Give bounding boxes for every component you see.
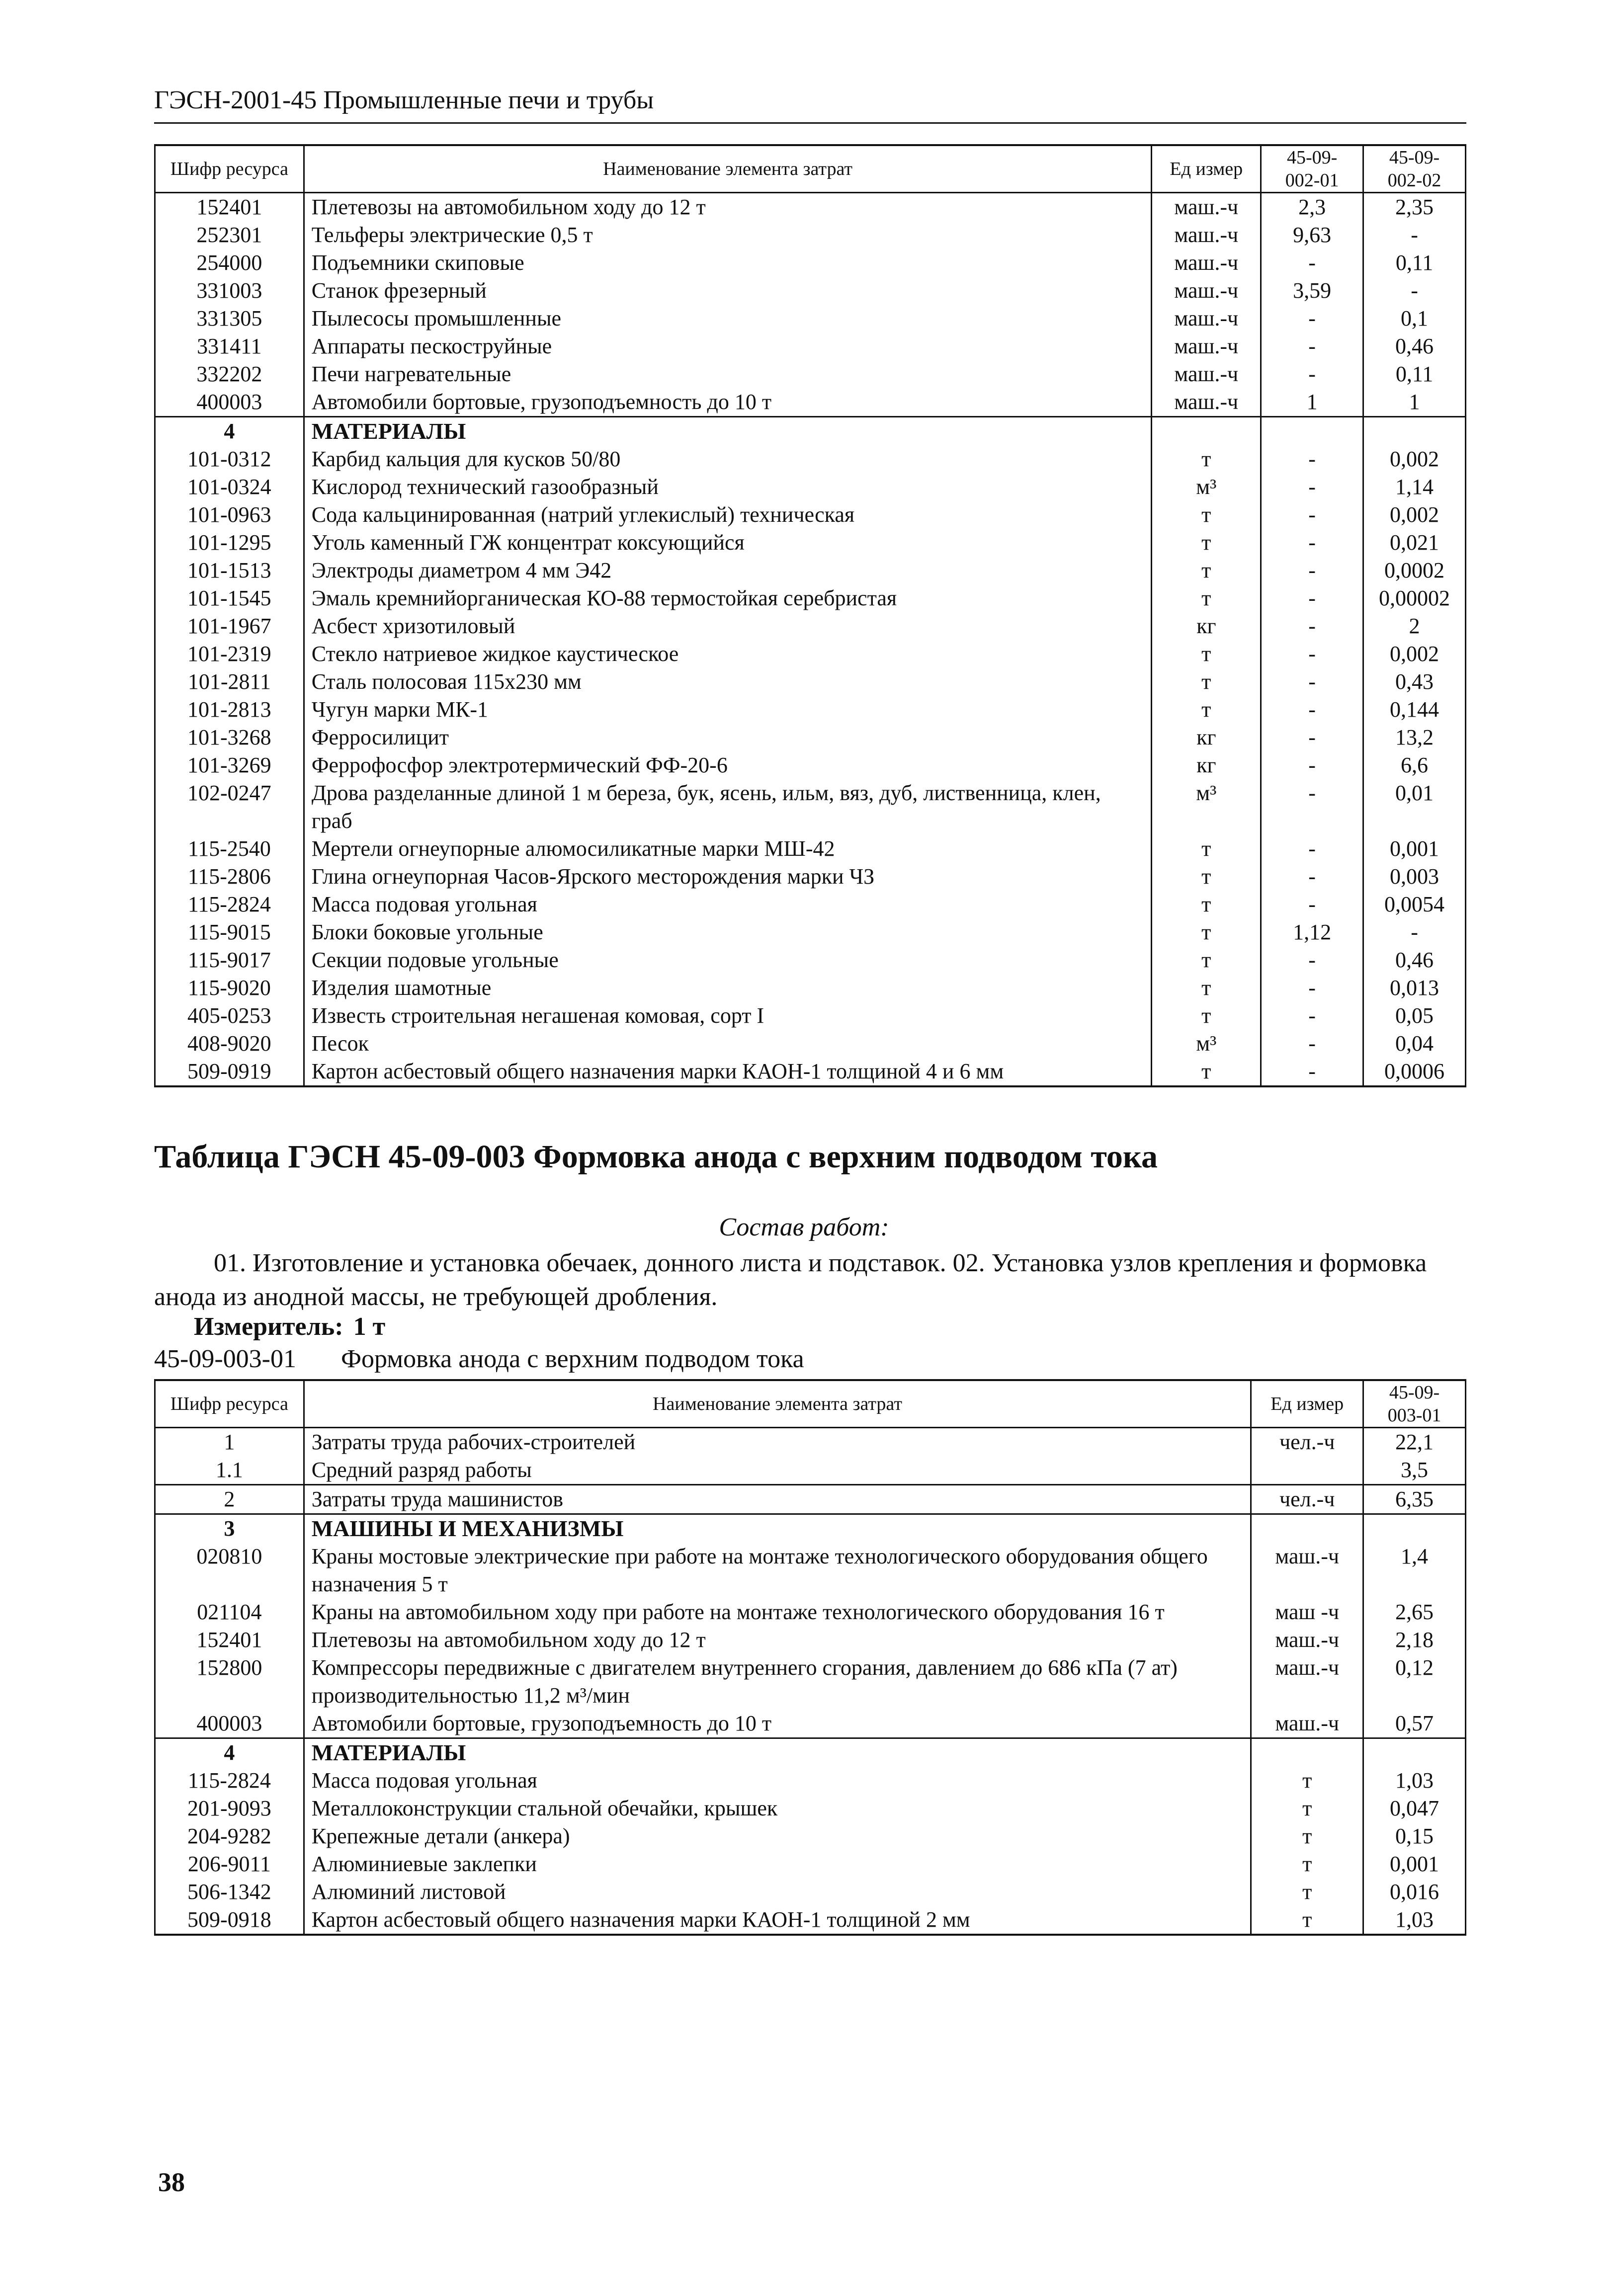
cell-name: Печи нагревательные xyxy=(304,360,1152,388)
cell-v1: - xyxy=(1261,360,1363,388)
col-header-unit: Ед измер xyxy=(1251,1380,1363,1428)
item-code: 45-09-003-01 xyxy=(154,1345,296,1373)
col-header-unit: Ед измер xyxy=(1152,145,1261,193)
cell-name: Изделия шамотные xyxy=(304,974,1152,1002)
table-row xyxy=(155,863,1466,891)
cell-unit: т xyxy=(1152,863,1261,891)
col-header-code: Шифр ресурса xyxy=(155,145,304,193)
cell-unit: маш.-ч xyxy=(1251,1543,1363,1598)
cell-unit: т xyxy=(1251,1795,1363,1822)
table-row xyxy=(155,1878,1466,1906)
cell-name: Известь строительная негашеная комовая, сорт I xyxy=(304,1002,1152,1030)
cell-code: 101-3268 xyxy=(155,724,304,751)
table-row xyxy=(155,1543,1466,1598)
cell-v1: - xyxy=(1261,1002,1363,1030)
cell-code: 115-9015 xyxy=(155,918,304,946)
running-header: ГЭСН-2001-45 Промышленные печи и трубы xyxy=(154,83,1466,124)
table-row xyxy=(155,1514,1466,1543)
table-row xyxy=(155,751,1466,779)
cell-name: Масса подовая угольная xyxy=(304,891,1152,918)
cell-code: 509-0918 xyxy=(155,1906,304,1935)
cell-name: Тельферы электрические 0,5 т xyxy=(304,221,1152,249)
table-row xyxy=(155,1598,1466,1626)
cell-unit: т xyxy=(1152,974,1261,1002)
cell-v2: 2 xyxy=(1363,612,1466,640)
col-header-norm-1: 45-09- 003-01 xyxy=(1363,1380,1466,1428)
table-row xyxy=(155,974,1466,1002)
cell-v1: 2,18 xyxy=(1363,1626,1466,1654)
cell-v1: 3,5 xyxy=(1363,1456,1466,1485)
cell-unit: т xyxy=(1152,1058,1261,1086)
col-header-code: Шифр ресурса xyxy=(155,1380,304,1428)
cell-v1: 0,047 xyxy=(1363,1795,1466,1822)
cell-code: 101-2319 xyxy=(155,640,304,668)
cell-name: Секции подовые угольные xyxy=(304,946,1152,974)
table-row xyxy=(155,1850,1466,1878)
cell-v1: - xyxy=(1261,1058,1363,1086)
cell-code: 2 xyxy=(155,1485,304,1514)
cell-v2: 13,2 xyxy=(1363,724,1466,751)
cell-unit: маш.-ч xyxy=(1152,388,1261,417)
cell-v1: - xyxy=(1261,724,1363,751)
cell-name: Феррофосфор электротермический ФФ-20-6 xyxy=(304,751,1152,779)
cell-v1: 6,35 xyxy=(1363,1485,1466,1514)
table-row xyxy=(155,612,1466,640)
cell-name: Компрессоры передвижные с двигателем внутреннего сгорания, давлением до 686 кПа (7 ат) производительностью 11,2 м³/мин xyxy=(304,1654,1251,1710)
cell-name: Сода кальцинированная (натрий углекислый) техническая xyxy=(304,501,1152,529)
cell-name: Карбид кальция для кусков 50/80 xyxy=(304,445,1152,473)
cell-code: 331305 xyxy=(155,305,304,332)
cell-name: Алюминиевые заклепки xyxy=(304,1850,1251,1878)
cell-unit xyxy=(1152,417,1261,446)
cell-name: Затраты труда рабочих-строителей xyxy=(304,1428,1251,1457)
cell-name: Эмаль кремнийорганическая КО-88 термостойкая серебристая xyxy=(304,584,1152,612)
cell-name: Крепежные детали (анкера) xyxy=(304,1822,1251,1850)
cell-name: Блоки боковые угольные xyxy=(304,918,1152,946)
table-row xyxy=(155,388,1466,417)
cell-unit: т xyxy=(1152,696,1261,724)
cell-v1: - xyxy=(1261,640,1363,668)
table-row xyxy=(155,277,1466,305)
cell-v2: 0,001 xyxy=(1363,835,1466,863)
cell-v1: - xyxy=(1261,751,1363,779)
table-row xyxy=(155,1654,1466,1710)
cell-v2: 0,002 xyxy=(1363,640,1466,668)
cell-unit: кг xyxy=(1152,612,1261,640)
cell-v2: - xyxy=(1363,277,1466,305)
cell-v1: 0,12 xyxy=(1363,1654,1466,1710)
cell-v1: - xyxy=(1261,473,1363,501)
cell-v2: 0,003 xyxy=(1363,863,1466,891)
cell-name: Металлоконструкции стальной обечайки, крышек xyxy=(304,1795,1251,1822)
cell-code: 204-9282 xyxy=(155,1822,304,1850)
cell-name: Асбест хризотиловый xyxy=(304,612,1152,640)
table-row xyxy=(155,1002,1466,1030)
table-row xyxy=(155,1456,1466,1485)
cell-v2: 0,11 xyxy=(1363,360,1466,388)
cell-v1: - xyxy=(1261,1030,1363,1058)
cell-unit: т xyxy=(1152,668,1261,696)
item-heading xyxy=(154,1344,804,1374)
cell-unit: т xyxy=(1152,584,1261,612)
cell-v1: - xyxy=(1261,612,1363,640)
composition-label: Состав работ: xyxy=(719,1213,889,1241)
cell-name: МАШИНЫ И МЕХАНИЗМЫ xyxy=(304,1514,1251,1543)
cell-v2: 0,01 xyxy=(1363,779,1466,835)
cell-code: 332202 xyxy=(155,360,304,388)
cell-unit: т xyxy=(1152,891,1261,918)
cell-code: 101-0963 xyxy=(155,501,304,529)
cell-unit: т xyxy=(1251,1878,1363,1906)
cell-v1 xyxy=(1363,1738,1466,1767)
cell-unit: м³ xyxy=(1152,1030,1261,1058)
cell-v1: - xyxy=(1261,557,1363,584)
table-row xyxy=(155,724,1466,751)
cell-v2: 0,05 xyxy=(1363,1002,1466,1030)
composition-text: 01. Изготовление и установка обечаек, донного листа и подставок. 02. Установка узлов крепления и формовка анода из анодной массы, не требующей дробления. xyxy=(154,1249,1427,1311)
cell-unit: т xyxy=(1251,1767,1363,1795)
cell-code: 101-2813 xyxy=(155,696,304,724)
cell-v1: 1,4 xyxy=(1363,1543,1466,1598)
cell-v1: - xyxy=(1261,529,1363,557)
cell-code: 021104 xyxy=(155,1598,304,1626)
table-row xyxy=(155,529,1466,557)
cell-code: 1.1 xyxy=(155,1456,304,1485)
cell-code: 115-2824 xyxy=(155,1767,304,1795)
cell-code: 152800 xyxy=(155,1654,304,1710)
table-row xyxy=(155,332,1466,360)
table-row xyxy=(155,779,1466,835)
cell-unit: т xyxy=(1251,1906,1363,1935)
cell-v2: 0,013 xyxy=(1363,974,1466,1002)
cell-unit: маш.-ч xyxy=(1152,305,1261,332)
cell-v1: 9,63 xyxy=(1261,221,1363,249)
cell-v1: - xyxy=(1261,668,1363,696)
table-row xyxy=(155,417,1466,446)
cell-code: 101-3269 xyxy=(155,751,304,779)
resource-table-45-09-003 xyxy=(154,1379,1466,1936)
cell-code: 400003 xyxy=(155,388,304,417)
cell-name: Средний разряд работы xyxy=(304,1456,1251,1485)
cell-name: Автомобили бортовые, грузоподъемность до 10 т xyxy=(304,1710,1251,1738)
cell-v2: 6,6 xyxy=(1363,751,1466,779)
cell-unit: м³ xyxy=(1152,779,1261,835)
cell-v1: - xyxy=(1261,696,1363,724)
cell-name: Аппараты пескоструйные xyxy=(304,332,1152,360)
cell-unit xyxy=(1251,1738,1363,1767)
cell-code: 4 xyxy=(155,417,304,446)
table-row xyxy=(155,1795,1466,1822)
cell-code: 252301 xyxy=(155,221,304,249)
cell-code: 3 xyxy=(155,1514,304,1543)
cell-name: Стекло натриевое жидкое каустическое xyxy=(304,640,1152,668)
cell-v2: 1 xyxy=(1363,388,1466,417)
cell-name: Ферросилицит xyxy=(304,724,1152,751)
measure-label: Измеритель: xyxy=(194,1312,343,1341)
cell-code: 115-2806 xyxy=(155,863,304,891)
cell-unit: маш.-ч xyxy=(1152,249,1261,277)
table-row xyxy=(155,1626,1466,1654)
cell-code: 408-9020 xyxy=(155,1030,304,1058)
cell-v1: - xyxy=(1261,305,1363,332)
cell-v1 xyxy=(1261,417,1363,446)
cell-unit: маш.-ч xyxy=(1251,1710,1363,1738)
cell-unit: т xyxy=(1152,918,1261,946)
table-row xyxy=(155,891,1466,918)
cell-code: 201-9093 xyxy=(155,1795,304,1822)
cell-v1: - xyxy=(1261,779,1363,835)
cell-v1: 1,03 xyxy=(1363,1906,1466,1935)
cell-code: 115-9020 xyxy=(155,974,304,1002)
cell-unit xyxy=(1251,1514,1363,1543)
cell-v2: 0,144 xyxy=(1363,696,1466,724)
table-row xyxy=(155,696,1466,724)
cell-code: 254000 xyxy=(155,249,304,277)
cell-code: 400003 xyxy=(155,1710,304,1738)
cell-code: 4 xyxy=(155,1738,304,1767)
cell-v2: 0,11 xyxy=(1363,249,1466,277)
table-row xyxy=(155,1738,1466,1767)
cell-name: Краны мостовые электрические при работе на монтаже технологического оборудования общего назначения 5 т xyxy=(304,1543,1251,1598)
cell-v1: 22,1 xyxy=(1363,1428,1466,1457)
cell-v1: 0,57 xyxy=(1363,1710,1466,1738)
cell-v1: 0,016 xyxy=(1363,1878,1466,1906)
cell-unit: маш.-ч xyxy=(1152,332,1261,360)
cell-unit: т xyxy=(1152,501,1261,529)
cell-name: Плетевозы на автомобильном ходу до 12 т xyxy=(304,193,1152,222)
cell-code: 405-0253 xyxy=(155,1002,304,1030)
col-header-norm-2: 45-09- 002-02 xyxy=(1363,145,1466,193)
resource-table-45-09-002 xyxy=(154,144,1466,1087)
cell-code: 020810 xyxy=(155,1543,304,1598)
cell-name: Картон асбестовый общего назначения марки КАОН-1 толщиной 2 мм xyxy=(304,1906,1251,1935)
cell-name: Плетевозы на автомобильном ходу до 12 т xyxy=(304,1626,1251,1654)
table-row xyxy=(155,445,1466,473)
cell-unit: т xyxy=(1152,529,1261,557)
cell-unit: чел.-ч xyxy=(1251,1428,1363,1457)
cell-v1: - xyxy=(1261,249,1363,277)
cell-v2: 0,46 xyxy=(1363,946,1466,974)
cell-v1: - xyxy=(1261,891,1363,918)
cell-v2: 0,0002 xyxy=(1363,557,1466,584)
cell-unit: маш.-ч xyxy=(1251,1654,1363,1710)
cell-code: 115-2824 xyxy=(155,891,304,918)
measure-line xyxy=(194,1312,385,1341)
table-row xyxy=(155,1030,1466,1058)
cell-name: Мертели огнеупорные алюмосиликатные марки МШ-42 xyxy=(304,835,1152,863)
cell-name: Подъемники скиповые xyxy=(304,249,1152,277)
cell-unit: маш.-ч xyxy=(1152,277,1261,305)
cell-name: Кислород технический газообразный xyxy=(304,473,1152,501)
table-row xyxy=(155,1767,1466,1795)
table-row xyxy=(155,501,1466,529)
cell-v1: - xyxy=(1261,863,1363,891)
cell-v2: 0,0006 xyxy=(1363,1058,1466,1086)
table-row xyxy=(155,835,1466,863)
cell-unit: т xyxy=(1152,835,1261,863)
cell-name: Электроды диаметром 4 мм Э42 xyxy=(304,557,1152,584)
cell-v1: 1 xyxy=(1261,388,1363,417)
table-row xyxy=(155,249,1466,277)
cell-code: 101-0324 xyxy=(155,473,304,501)
table-row xyxy=(155,1485,1466,1514)
cell-v1: - xyxy=(1261,946,1363,974)
page-number: 38 xyxy=(158,2167,185,2197)
cell-unit: т xyxy=(1251,1822,1363,1850)
table-row xyxy=(155,1906,1466,1935)
cell-unit: кг xyxy=(1152,751,1261,779)
table-title: Таблица ГЭСН 45-09-003 Формовка анода с верхним подводом тока xyxy=(154,1139,1158,1175)
cell-name: Сталь полосовая 115х230 мм xyxy=(304,668,1152,696)
cell-unit: т xyxy=(1152,445,1261,473)
table-row xyxy=(155,473,1466,501)
table-row xyxy=(155,557,1466,584)
cell-v1: 1,12 xyxy=(1261,918,1363,946)
cell-code: 206-9011 xyxy=(155,1850,304,1878)
cell-code: 152401 xyxy=(155,193,304,222)
cell-v2: - xyxy=(1363,918,1466,946)
cell-v1: 2,3 xyxy=(1261,193,1363,222)
cell-name: Станок фрезерный xyxy=(304,277,1152,305)
cell-code: 101-1295 xyxy=(155,529,304,557)
cell-v2: 1,14 xyxy=(1363,473,1466,501)
cell-v2: 0,002 xyxy=(1363,501,1466,529)
cell-unit: маш.-ч xyxy=(1152,221,1261,249)
cell-unit: маш.-ч xyxy=(1152,360,1261,388)
cell-name: Дрова разделанные длиной 1 м береза, бук, ясень, ильм, вяз, дуб, лиственница, клен, граб xyxy=(304,779,1152,835)
cell-code: 115-2540 xyxy=(155,835,304,863)
cell-unit xyxy=(1251,1456,1363,1485)
cell-unit: т xyxy=(1152,1002,1261,1030)
col-header-norm-1: 45-09- 002-01 xyxy=(1261,145,1363,193)
cell-unit: т xyxy=(1152,640,1261,668)
table-row xyxy=(155,668,1466,696)
cell-v2: 0,021 xyxy=(1363,529,1466,557)
cell-name: Алюминий листовой xyxy=(304,1878,1251,1906)
table-row xyxy=(155,918,1466,946)
cell-v2: 0,002 xyxy=(1363,445,1466,473)
cell-name: Краны на автомобильном ходу при работе на монтаже технологического оборудования 16 т xyxy=(304,1598,1251,1626)
table-row xyxy=(155,221,1466,249)
cell-name: Глина огнеупорная Часов-Ярского месторождения марки ЧЗ xyxy=(304,863,1152,891)
cell-v2: 0,00002 xyxy=(1363,584,1466,612)
cell-code: 115-9017 xyxy=(155,946,304,974)
cell-code: 331411 xyxy=(155,332,304,360)
cell-v1: 1,03 xyxy=(1363,1767,1466,1795)
measure-value: 1 т xyxy=(353,1312,386,1341)
table-row xyxy=(155,640,1466,668)
table-row xyxy=(155,1058,1466,1086)
cell-v1: 2,65 xyxy=(1363,1598,1466,1626)
table-row xyxy=(155,946,1466,974)
cell-v1: - xyxy=(1261,445,1363,473)
cell-name: МАТЕРИАЛЫ xyxy=(304,417,1152,446)
cell-v2: - xyxy=(1363,221,1466,249)
cell-v2: 0,1 xyxy=(1363,305,1466,332)
cell-unit: т xyxy=(1251,1850,1363,1878)
cell-unit: кг xyxy=(1152,724,1261,751)
cell-code: 509-0919 xyxy=(155,1058,304,1086)
col-header-name: Наименование элемента затрат xyxy=(304,145,1152,193)
item-name: Формовка анода с верхним подводом тока xyxy=(340,1345,804,1373)
cell-v2: 0,46 xyxy=(1363,332,1466,360)
cell-name: Затраты труда машинистов xyxy=(304,1485,1251,1514)
cell-code: 101-0312 xyxy=(155,445,304,473)
cell-unit: т xyxy=(1152,946,1261,974)
cell-code: 101-1545 xyxy=(155,584,304,612)
cell-unit: маш.-ч xyxy=(1251,1626,1363,1654)
cell-unit: т xyxy=(1152,557,1261,584)
cell-v1: - xyxy=(1261,584,1363,612)
table-row xyxy=(155,1822,1466,1850)
cell-unit: м³ xyxy=(1152,473,1261,501)
cell-name: Картон асбестовый общего назначения марки КАОН-1 толщиной 4 и 6 мм xyxy=(304,1058,1152,1086)
cell-v1: - xyxy=(1261,835,1363,863)
cell-code: 101-1967 xyxy=(155,612,304,640)
cell-code: 331003 xyxy=(155,277,304,305)
cell-v2: 0,43 xyxy=(1363,668,1466,696)
cell-v2 xyxy=(1363,417,1466,446)
table-row xyxy=(155,584,1466,612)
cell-v1: - xyxy=(1261,501,1363,529)
cell-v1: - xyxy=(1261,332,1363,360)
cell-name: Уголь каменный ГЖ концентрат коксующийся xyxy=(304,529,1152,557)
cell-code: 506-1342 xyxy=(155,1878,304,1906)
col-header-name: Наименование элемента затрат xyxy=(304,1380,1251,1428)
cell-code: 102-0247 xyxy=(155,779,304,835)
cell-v1: 0,001 xyxy=(1363,1850,1466,1878)
cell-v1: 3,59 xyxy=(1261,277,1363,305)
cell-code: 101-1513 xyxy=(155,557,304,584)
cell-name: Масса подовая угольная xyxy=(304,1767,1251,1795)
cell-v2: 0,04 xyxy=(1363,1030,1466,1058)
table-header-row xyxy=(155,145,1466,193)
cell-name: Автомобили бортовые, грузоподъемность до 10 т xyxy=(304,388,1152,417)
table-row xyxy=(155,305,1466,332)
cell-name: Песок xyxy=(304,1030,1152,1058)
table-row xyxy=(155,193,1466,222)
cell-code: 101-2811 xyxy=(155,668,304,696)
cell-v2: 0,0054 xyxy=(1363,891,1466,918)
cell-unit: чел.-ч xyxy=(1251,1485,1363,1514)
table-row xyxy=(155,360,1466,388)
cell-name: Пылесосы промышленные xyxy=(304,305,1152,332)
cell-code: 152401 xyxy=(155,1626,304,1654)
cell-v1 xyxy=(1363,1514,1466,1543)
cell-code: 1 xyxy=(155,1428,304,1457)
table-row xyxy=(155,1710,1466,1738)
cell-v1: - xyxy=(1261,974,1363,1002)
cell-unit: маш -ч xyxy=(1251,1598,1363,1626)
cell-v2: 2,35 xyxy=(1363,193,1466,222)
cell-v1: 0,15 xyxy=(1363,1822,1466,1850)
cell-name: МАТЕРИАЛЫ xyxy=(304,1738,1251,1767)
cell-unit: маш.-ч xyxy=(1152,193,1261,222)
table-header-row xyxy=(155,1380,1466,1428)
table-row xyxy=(155,1428,1466,1457)
cell-name: Чугун марки МК-1 xyxy=(304,696,1152,724)
